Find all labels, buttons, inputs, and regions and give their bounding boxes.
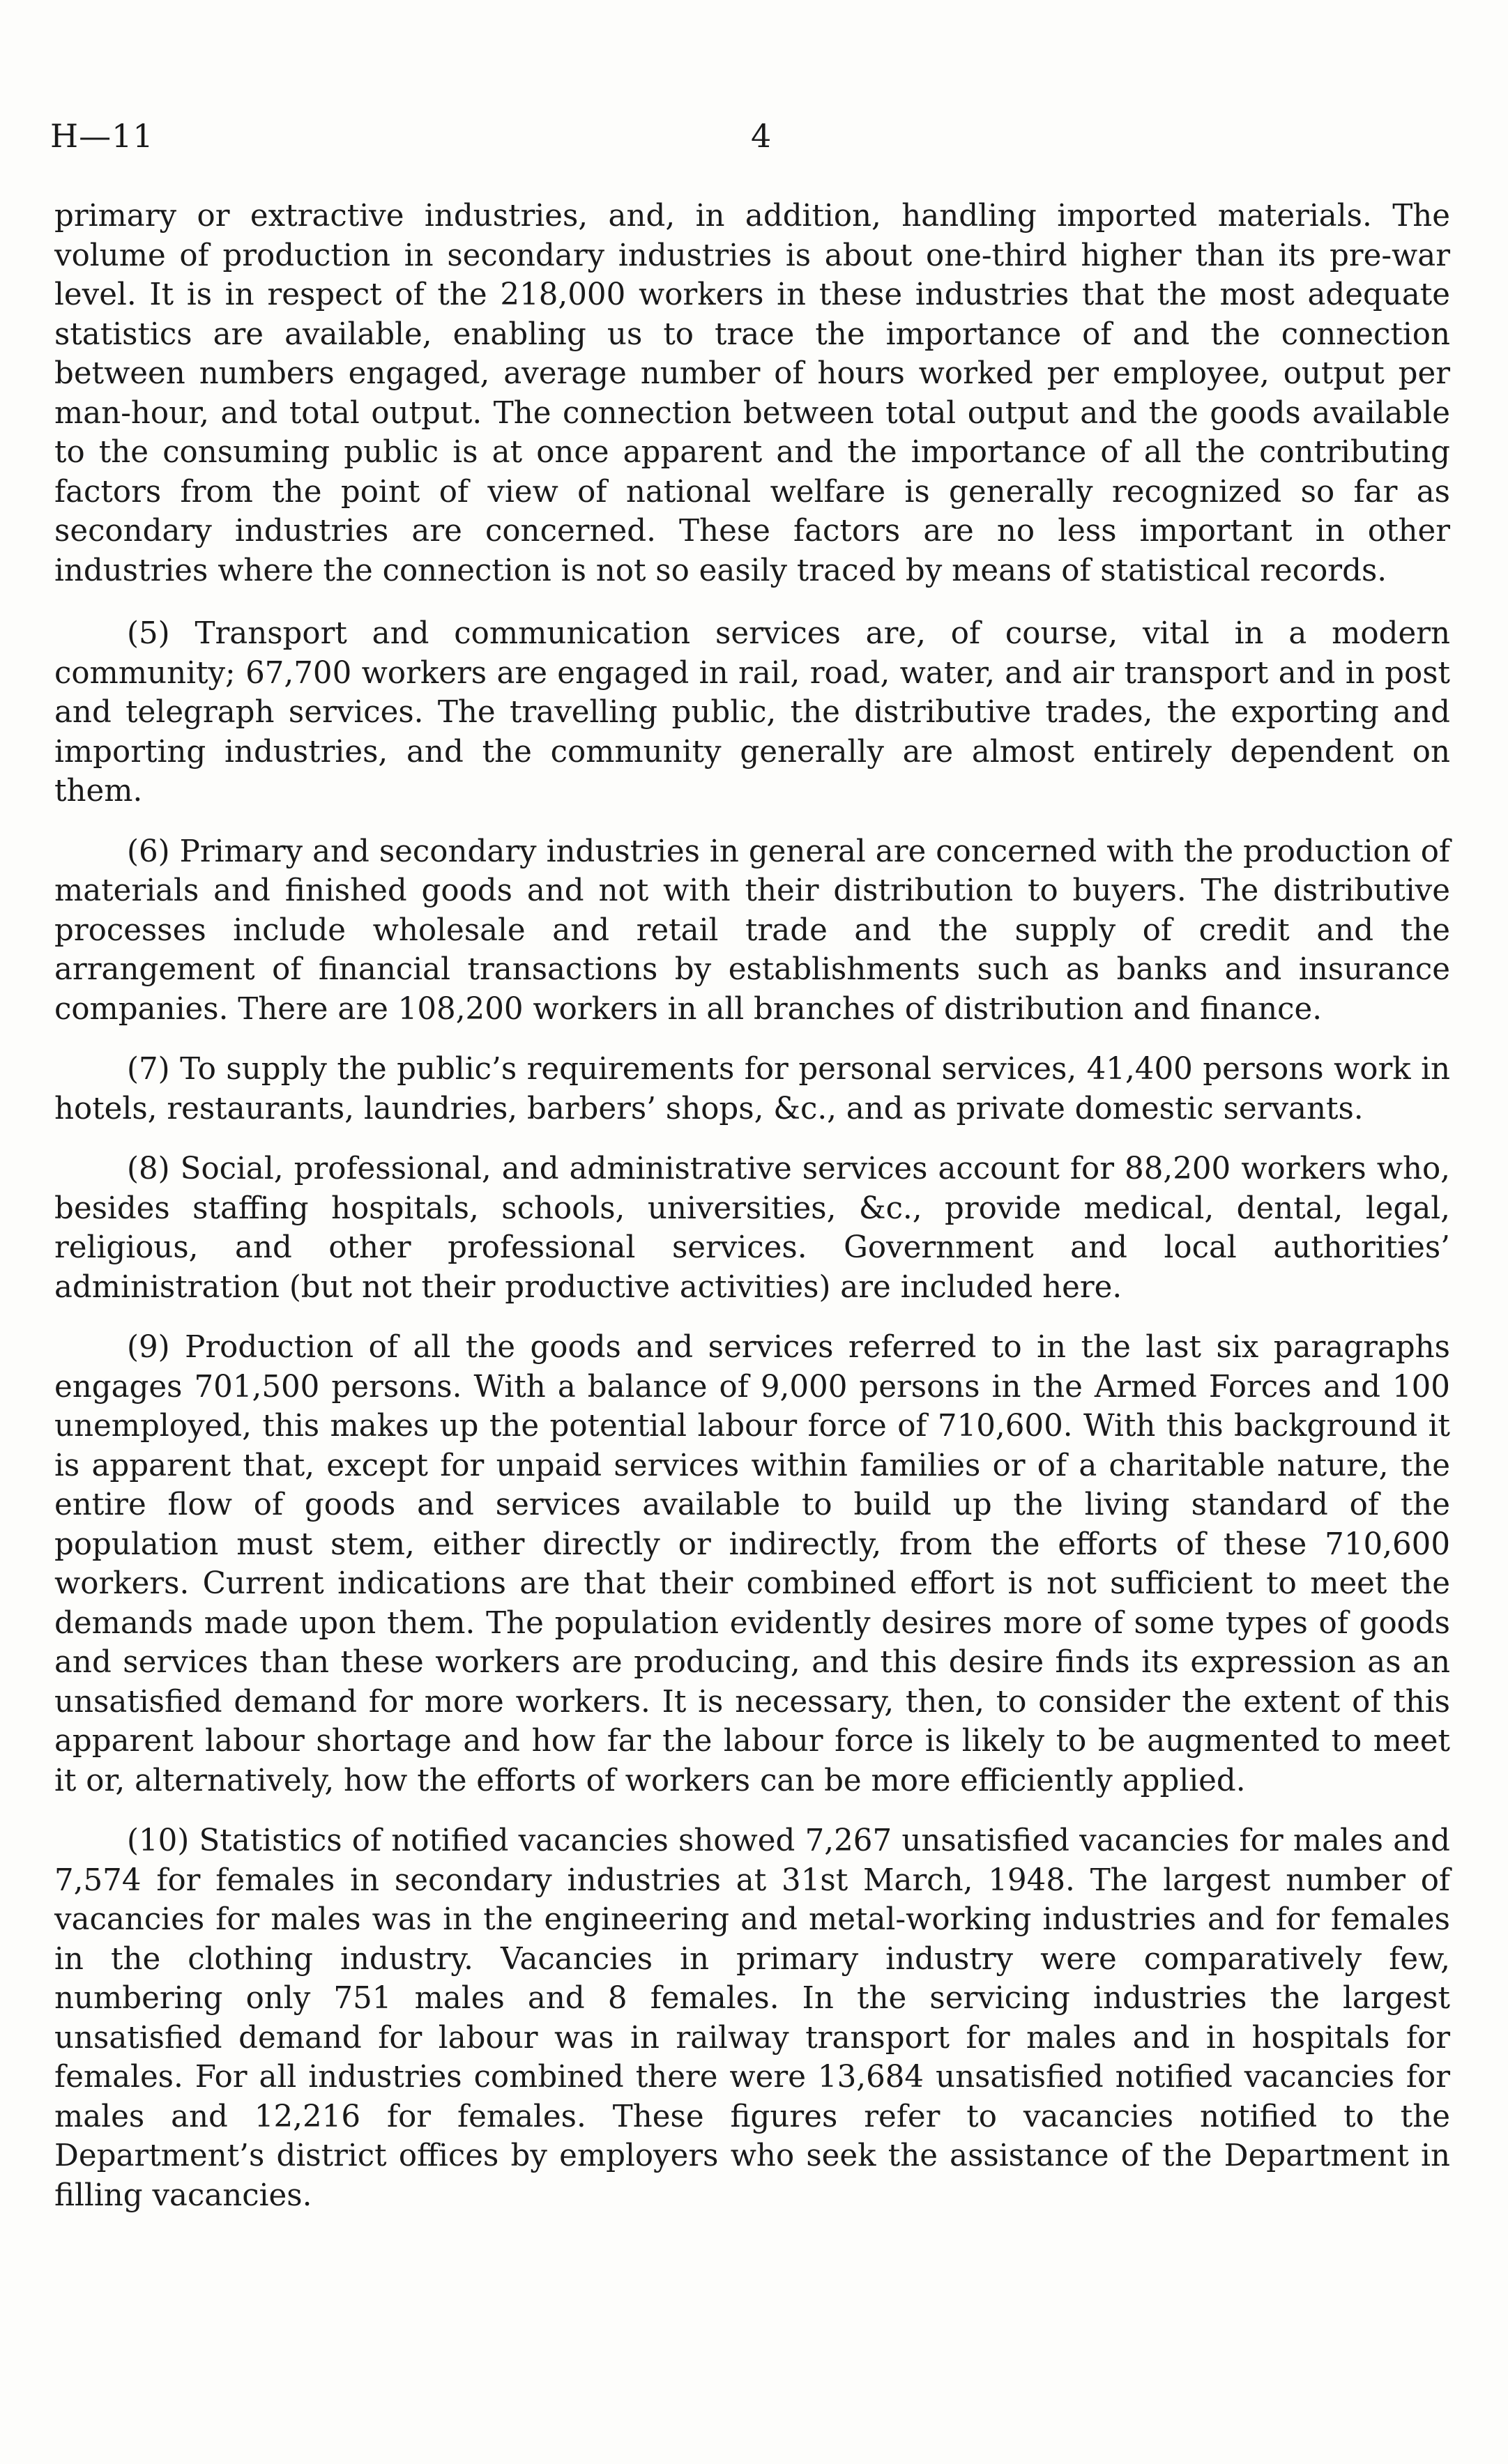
- paragraph-8-social-services: (8) Social, professional, and administrative services account for 88,200 workers who, besides staffing hospitals, schools, universities, &c., provide medical, dental, legal, religious, and other professional services. Government and local authorities’ administration (but not their productive activities) are included here.: [54, 1151, 1450, 1305]
- page-number: 4: [751, 117, 772, 155]
- paragraph-6-distribution: (6) Primary and secondary industries in general are concerned with the production of materials and finished goods and not with their distribution to buyers. The distributive processes include wholesale and retail trade and the supply of credit and the arrangement of financial transactions by establishments such as banks and insurance companies. There are 108,200 workers in all branches of distribution and finance.: [54, 834, 1450, 1027]
- paragraph-7-personal-services: (7) To supply the public’s requirements for personal services, 41,400 persons work in hotels, restaurants, laundries, barbers’ shops, &c., and as private domestic servants.: [54, 1052, 1450, 1126]
- paragraph-5-transport: (5) Transport and communication services are, of course, vital in a modern community; 67,700 workers are engaged in rail, road, water, and air transport and in post and telegraph services. The travelling public, the distributive trades, the exporting and importing industries, and the community generally are almost entirely dependent on them.: [54, 616, 1450, 809]
- paragraph-10-vacancies: (10) Statistics of notified vacancies showed 7,267 unsatisfied vacancies for males and 7,574 for females in secondary industries at 31st March, 1948. The largest number of vacancies for males was in the engineering and metal-working industries and for females in the clothing industry. Vacancies in primary industry were comparatively few, numbering only 751 males and 8 females. In the servicing industries the largest unsatisfied demand for labour was in railway transport for males and in hospitals for females. For all industries combined there were 13,684 unsatisfied notified vacancies for males and 12,216 for females. These figures refer to vacancies notified to the Department’s district offices by employers who seek the assistance of the Department in filling vacancies.: [54, 1823, 1450, 2213]
- page-header: [50, 112, 1452, 160]
- document-code: H—11: [50, 117, 154, 155]
- body-text: [54, 197, 1450, 2236]
- paragraph-9-production: (9) Production of all the goods and services referred to in the last six paragraphs engages 701,500 persons. With a balance of 9,000 persons in the Armed Forces and 100 unemployed, this makes up the potential labour force of 710,600. With this background it is apparent that, except for unpaid services within families or of a charitable nature, the entire flow of goods and services available to build up the living standard of the population must stem, either directly or indirectly, from the efforts of these 710,600 workers. Current indications are that their combined effort is not sufficient to meet the demands made upon them. The population evidently desires more of some types of goods and services than these workers are producing, and this desire finds its expression as an unsatisfied demand for more workers. It is necessary, then, to consider the extent of this apparent labour shortage and how far the labour force is likely to be augmented to meet it or, alternatively, how the efforts of workers can be more efficiently applied.: [54, 1330, 1450, 1798]
- paragraph-continuation: primary or extractive industries, and, in addition, handling imported materials. The volume of production in secondary industries is about one-third higher than its pre-war level. It is in respect of the 218,000 workers in these industries that the most adequate statistics are available, enabling us to trace the importance of and the connection between numbers engaged, average number of hours worked per employee, output per man-hour, and total output. The connection between total output and the goods available to the consuming public is at once apparent and the importance of all the contributing factors from the point of view of national welfare is generally recognized so far as secondary industries are concerned. These factors are no less important in other industries where the connection is not so easily traced by means of statistical records.: [54, 199, 1450, 588]
